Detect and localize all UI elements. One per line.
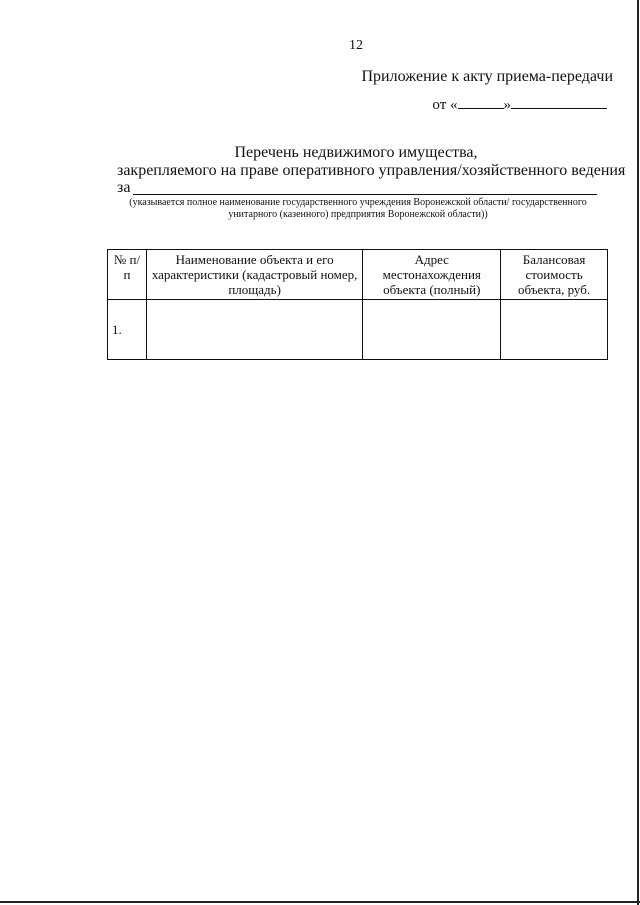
- appendix-date-line: [432, 94, 607, 114]
- organization-note: (указывается полное наименование государственного учреждения Воронежской области/ государственного унитарного (казенного) предприятия Воронежской области)): [129, 197, 587, 220]
- day-blank: [458, 94, 504, 109]
- date-prefix: от «: [432, 97, 458, 113]
- header-address: Адрес местонахождения объекта (полный): [363, 250, 501, 300]
- appendix-title: Приложение к акту приема-передачи: [361, 68, 613, 85]
- scan-edge-right: [637, 0, 639, 905]
- header-book-value: Балансовая стоимость объекта, руб.: [501, 250, 608, 300]
- date-mid: »: [503, 97, 511, 113]
- month-year-blank: [511, 94, 607, 109]
- header-object-name: Наименование объекта и его характеристики (кадастровый номер, площадь): [146, 250, 362, 300]
- for-label: за: [117, 179, 131, 196]
- table-header-row: [108, 250, 608, 300]
- header-number: № п/п: [108, 250, 147, 300]
- organization-line: [117, 179, 597, 197]
- cell-book-value: [501, 300, 608, 360]
- cell-number: 1.: [108, 300, 147, 360]
- page-number: 12: [349, 38, 363, 53]
- property-table: [107, 249, 608, 360]
- scan-edge-bottom: [0, 901, 640, 903]
- list-title: Перечень недвижимого имущества,: [234, 144, 478, 161]
- table-row: [108, 300, 608, 360]
- organization-blank: [133, 194, 597, 195]
- cell-object-name: [146, 300, 362, 360]
- list-subtitle: закрепляемого на праве оперативного управления/хозяйственного ведения: [117, 162, 626, 179]
- cell-address: [363, 300, 501, 360]
